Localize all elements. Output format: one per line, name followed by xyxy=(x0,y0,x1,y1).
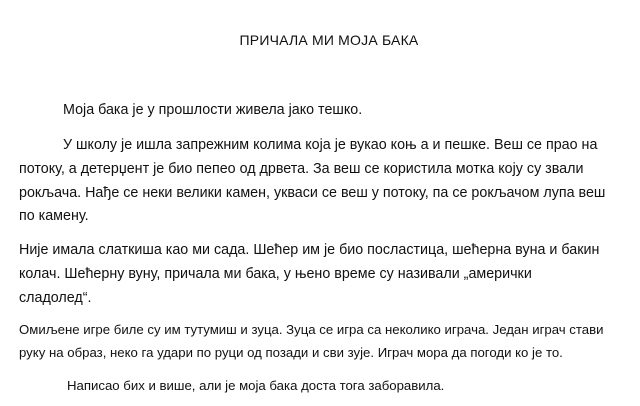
paragraph-1-line-1: Моја бака је у прошлости живела јако тешко. xyxy=(63,102,363,118)
paragraph-4-line-1: Омиљене игре биле су им тутумиш и зуца. Зуца се игра са неколико играча. Један играч стави xyxy=(19,322,604,337)
paragraph-2-line-2: потоку, а детерџент је био пепео од дрвета. За веш се користила мотка коју су звали xyxy=(19,161,584,177)
paragraph-4-line-2: руку на образ, неко га удари по руци од позади и сви зује. Играч мора да погоди ко је то. xyxy=(19,345,563,360)
paragraph-3-line-1: Није имала слаткиша као ми сада. Шећер им је био посластица, шећерна вуна и бакин xyxy=(19,242,600,258)
paragraph-2-line-1: У школу је ишла запрежним колима која је вукао коњ а и пешке. Веш се прао на xyxy=(63,137,598,153)
paragraph-3-line-2: колач. Шећерну вуну, причала ми бака, у њено време су називали „амерички xyxy=(19,266,532,282)
paragraph-3-line-3: сладолед“. xyxy=(19,290,92,306)
document-title: ПРИЧАЛА МИ МОЈА БАКА xyxy=(239,32,419,48)
paragraph-2-line-4: по камену. xyxy=(19,208,89,224)
paragraph-2-line-3: рокљача. Нађе се неки велики камен, укваси се веш у потоку, па се рокљачом лупа веш xyxy=(19,185,606,201)
paragraph-5-line-1: Написао бих и више, али је моја бака доста тога заборавила. xyxy=(67,378,445,393)
